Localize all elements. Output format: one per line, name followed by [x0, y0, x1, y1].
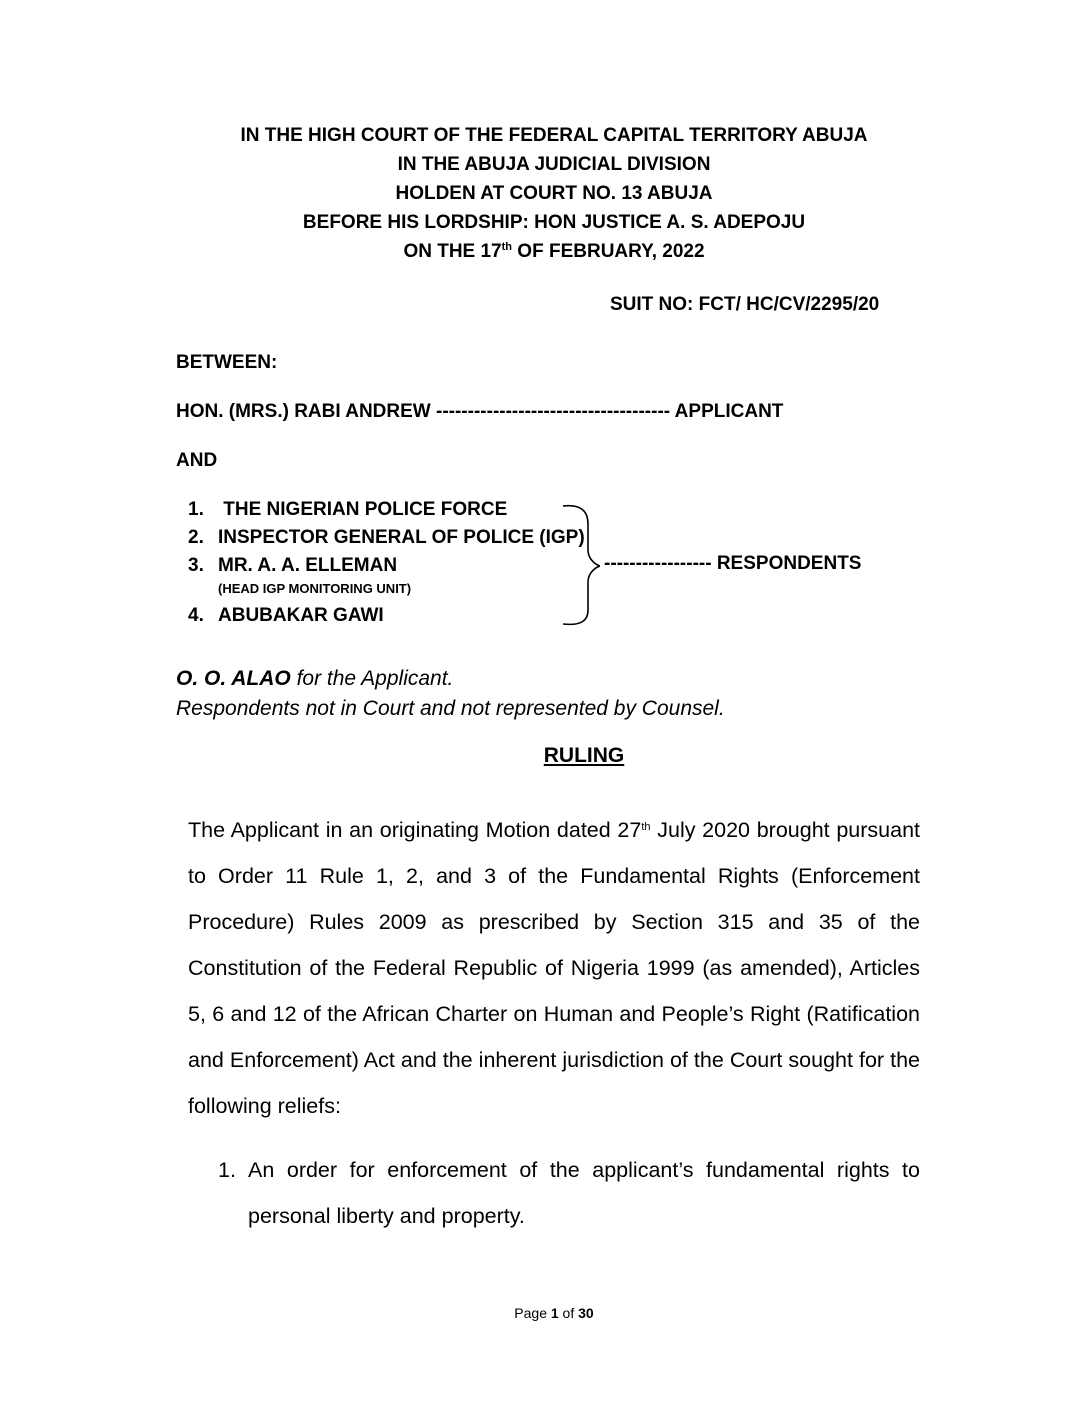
respondents-brace: [560, 502, 600, 628]
court-header: [0, 121, 1088, 266]
court-name: IN THE HIGH COURT OF THE FEDERAL CAPITAL TERRITORY ABUJA: [240, 125, 868, 146]
respondent-item: 2. INSPECTOR GENERAL OF POLICE (IGP): [188, 527, 585, 548]
counsel-appearance: [176, 664, 725, 724]
presiding-judge: BEFORE HIS LORDSHIP: HON JUSTICE A. S. ADEPOJU: [302, 212, 806, 233]
suit-number: SUIT NO: FCT/ HC/CV/2295/20: [610, 294, 880, 315]
page-current: 1: [550, 1305, 559, 1321]
body-paragraph: The Applicant in an originating Motion dated 27th July 2020 brought pursuant to Order 11 Rule 1, 2, and 3 of the Fundamental Rights (Enforcement Procedure) Rules 2009 as prescribed by Section 315 and 35 of the Constitution of the Federal Republic of Nigeria 1999 (as amended), Articles 5, 6 and 12 of the African Charter on Human and People’s Right (Ratification and Enforcement) Act and the inherent jurisdiction of the Court sought for the following reliefs:: [188, 818, 920, 1118]
respondent-item: 3. MR. A. A. ELLEMAN: [188, 555, 398, 576]
between-label: BETWEEN:: [176, 352, 278, 373]
counsel-name: O. O. ALAO: [176, 667, 291, 690]
respondent-subtitle: (HEAD IGP MONITORING UNIT): [218, 581, 412, 596]
respondent-item: 1. THE NIGERIAN POLICE FORCE: [188, 499, 508, 520]
page-footer: Page 1 of 30: [514, 1305, 594, 1321]
respondents-counsel-note: Respondents not in Court and not represented by Counsel.: [176, 697, 725, 720]
ruling-title: RULING: [543, 744, 625, 767]
court-location: HOLDEN AT COURT NO. 13 ABUJA: [395, 183, 713, 204]
applicant-line: HON. (MRS.) RABI ANDREW ------------------------------------- APPLICANT: [176, 401, 784, 422]
respondent-item: 4. ABUBAKAR GAWI: [188, 605, 384, 626]
applicant-counsel: O. O. ALAO for the Applicant.: [176, 667, 454, 690]
relief-item: 1. An order for enforcement of the applicant’s fundamental rights to personal liberty and property.: [218, 1158, 920, 1228]
page-total: 30: [578, 1305, 594, 1321]
ruling-date: ON THE 17th OF FEBRUARY, 2022: [403, 241, 705, 262]
respondents-list: [188, 496, 585, 630]
and-label: AND: [176, 450, 218, 471]
respondents-label: ----------------- RESPONDENTS: [604, 553, 862, 574]
judicial-division: IN THE ABUJA JUDICIAL DIVISION: [397, 154, 711, 175]
